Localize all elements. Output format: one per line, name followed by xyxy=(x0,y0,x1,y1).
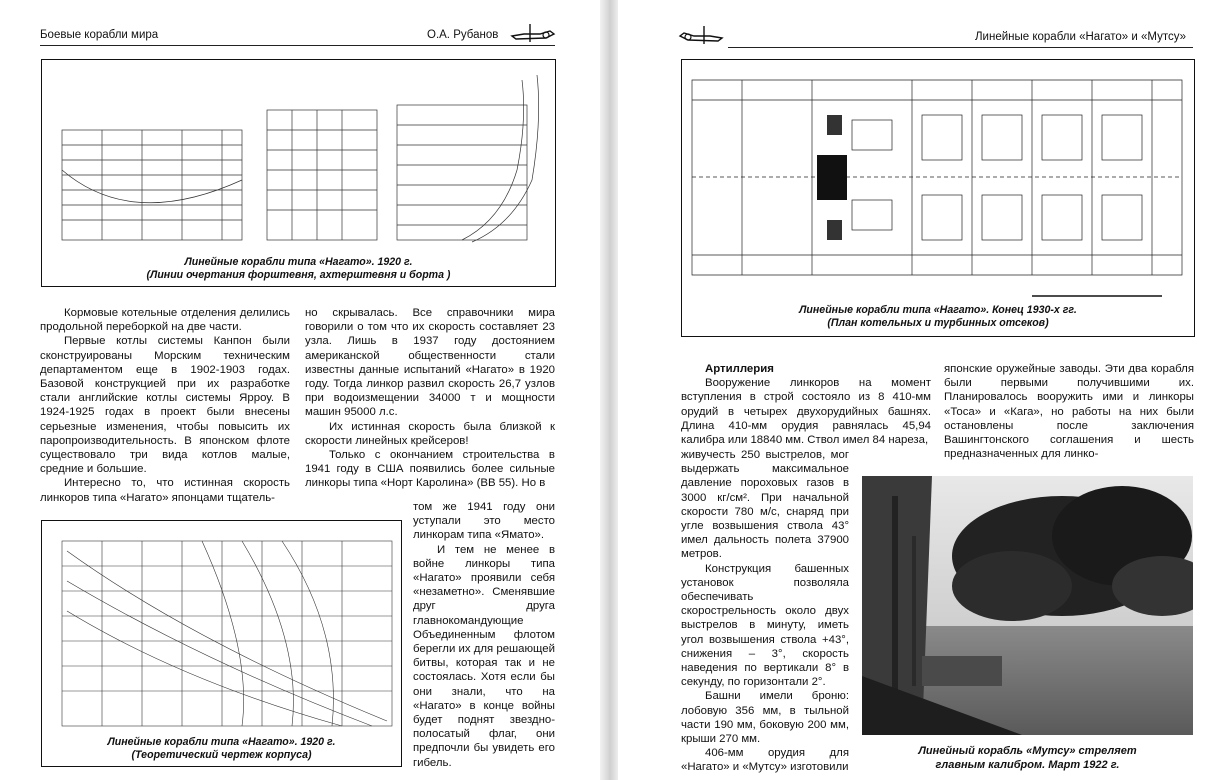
book-gutter xyxy=(600,0,618,780)
paragraph: Только с окончанием строительства в 1941 году в США появились более сильные линкоры типа «Норт Каролина» (ВВ 55). Но в xyxy=(305,449,555,490)
ship-emblem-icon xyxy=(678,24,724,46)
figure2-caption-line1: Линейные корабли типа «Нагато». 1920 г. xyxy=(107,736,336,748)
left-col2-text xyxy=(305,306,555,491)
paragraph: том же 1941 году они уступали это место линкорам типа «Ямато». xyxy=(413,501,555,542)
left-col2-narrow-text xyxy=(413,500,555,770)
ship-emblem-icon xyxy=(510,22,556,44)
paragraph: 406-мм орудия для «Нагато» и «Мутсу» изготовили xyxy=(681,747,849,774)
body-plan-drawing xyxy=(42,521,401,731)
figure-body-plan xyxy=(41,520,402,767)
paragraph: Конструкция башенных установок позволяла обеспечивать скорострельность около двух выстрелов в минуту, иметь угол возвышения ствола +43°, снижения – 3°, скорость наведения по вертикали 8° в секунду, по горизонтали 2°. xyxy=(681,562,849,689)
figure-stem-lines xyxy=(41,59,556,287)
paragraph: Кормовые котельные отделения делились продольной переборкой на две части. xyxy=(40,307,290,334)
right-page xyxy=(618,0,1231,780)
left-header-title: Боевые корабли мира xyxy=(40,29,159,41)
photo-caption-line2: главным калибром. Март 1922 г. xyxy=(935,759,1120,771)
figure3-caption-line1: Линейные корабли типа «Нагато». Конец 1930-х гг. xyxy=(799,304,1077,316)
figure1-caption-line1: Линейные корабли типа «Нагато». 1920 г. xyxy=(184,256,413,268)
figure-boiler-plan xyxy=(681,59,1195,337)
paragraph: живучесть 250 выстрелов, мог выдержать максимальное давление пороховых газов в 3000 кг/см². При начальной скорости 780 м/с, снаряд при угле возвышения ствола 43° имел дальность полета 37900 метров. xyxy=(681,449,849,561)
paragraph: японские оружейные заводы. Эти два корабля были первыми получившими их. Планировалось вооружить ими и линкоры «Тоса» и «Кага», но работы на них были остановлены после заключения Вашингтонского соглашения и шесть предназначенных для линко- xyxy=(944,363,1194,461)
paragraph: Первые котлы системы Канпон были сконструированы Морским техническим департаментом еще в 1902-1903 годах. Базовой конструкцией при их разработке стали английские котлы системы Ярроу. В 1924-1925 годах в проект были внесены серьезные изменения, чтобы повысить их паропроизводительность. В японском флоте существовало три вида котлов малые, средние и большие. xyxy=(40,335,290,476)
left-header-rule xyxy=(40,45,555,46)
firing-photo-image xyxy=(862,476,1193,735)
left-col1-text xyxy=(40,306,290,505)
right-col2-text xyxy=(944,362,1194,461)
figure1-caption-line2: (Линии очертания форштевня, ахтерштевня и борта ) xyxy=(146,269,451,281)
right-header-rule xyxy=(728,47,1193,48)
paragraph: И тем не менее в войне линкоры типа «Нагато» проявили себя «незаметно». Сменявшие друг друга главнокомандующие Объединенным флотом берегли их для решающей битвы, которая так и не состоялась. Хотя если бы они знали, что на «Нагато» в конце войны будет поднят звездно-полосатый флаг, они предпочли бы увидеть его гибель. xyxy=(413,543,555,769)
right-col1-wide-text xyxy=(681,362,931,447)
left-page xyxy=(0,0,600,780)
section-title: Артиллерия xyxy=(705,363,774,375)
figure2-caption-line2: (Теоретический чертеж корпуса) xyxy=(131,749,312,761)
paragraph: Их истинная скорость была близкой к скорости линейных крейсеров! xyxy=(305,420,555,447)
paragraph: но скрывалась. Все справочники мира говорили о том что их скорость составляет 23 узла. Лишь в 1937 году достоянием американской общественности стали известны данные испытаний «Нагато» в 1920 году. Тогда линкор развил скорость 26,7 узлов при водоизмещении 34000 т и мощности машин 95000 л.с. xyxy=(305,307,555,419)
right-col1-narrow-text xyxy=(681,448,849,775)
paragraph: Башни имели броню: лобовую 356 мм, в тыльной части 190 мм, боковую 200 мм, крыши 270 мм. xyxy=(681,690,849,746)
photo-caption-line1: Линейный корабль «Мутсу» стреляет xyxy=(918,745,1137,757)
paragraph: Вооружение линкоров на момент вступления в строй состояло из 8 410-мм орудий в четырех двухорудийных башнях. Длина 410-мм орудия равнялась 45,94 калибра или 18840 мм. Ствол имел 84 нареза, xyxy=(681,377,931,447)
left-header-author: О.А. Рубанов xyxy=(427,29,499,41)
battleship-photo xyxy=(862,476,1193,735)
paragraph: Интересно то, что истинная скорость линкоров типа «Нагато» японцами тщатель- xyxy=(40,477,290,504)
boiler-plan-drawing xyxy=(682,60,1194,300)
figure3-caption-line2: (План котельных и турбинных отсеков) xyxy=(827,317,1049,329)
right-header-title: Линейные корабли «Нагато» и «Мутсу» xyxy=(975,31,1187,43)
stem-lines-drawing xyxy=(42,60,555,250)
